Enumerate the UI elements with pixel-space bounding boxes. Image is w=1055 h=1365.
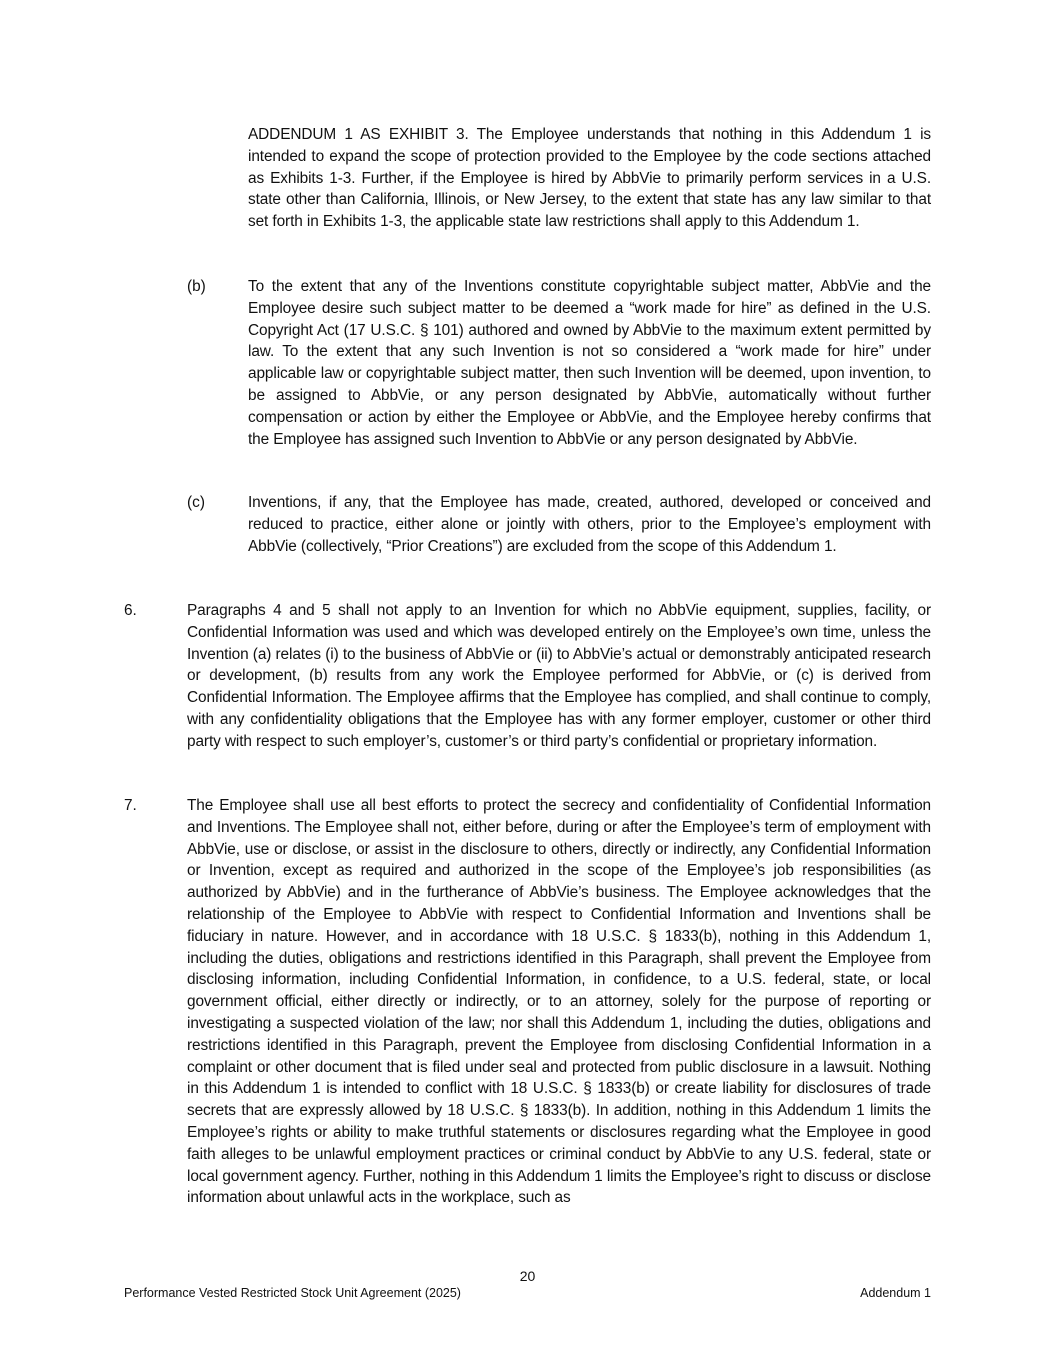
paragraph-7-marker: 7. [124, 797, 137, 814]
continuation-paragraph: ADDENDUM 1 AS EXHIBIT 3. The Employee understands that nothing in this Addendum 1 is intended to expand the scope of protection provided to the Employee by the code sections attached as Exhibits 1-3. Further, if the Employee is hired by AbbVie to primarily perform services in a U.S. state other than California, Illinois, or New Jersey, to the extent that state has any law similar to that set forth in Exhibits 1-3, the applicable state law restrictions shall apply to this Addendum 1. [248, 126, 931, 231]
subparagraph-b-text: To the extent that any of the Inventions constitute copyrightable subject matter, AbbVie and the Employee desire such subject matter to be deemed a “work made for hire” as defined in the U.S. Copyright Act (17 U.S.C. § 101) authored and owned by AbbVie to the maximum extent permitted by law. To the extent that any such Invention is not so considered a “work made for hire” under applicable law or copyrightable subject matter, then such Invention will be deemed, upon invention, to be assigned to AbbVie, or any person designated by AbbVie, automatically without further compensation or action by either the Employee or AbbVie, and the Employee hereby confirms that the Employee has assigned such Invention to AbbVie or any person designated by AbbVie. [248, 278, 931, 448]
subparagraph-c-marker: (c) [187, 494, 205, 511]
paragraph-6-marker: 6. [124, 602, 137, 619]
paragraph-6-text: Paragraphs 4 and 5 shall not apply to an Invention for which no AbbVie equipment, supplies, facility, or Confidential Information was used and which was developed entirely on the Employee’s own time, unless the Invention (a) relates (i) to the business of AbbVie or (ii) to AbbVie’s actual or demonstrably anticipated research or development, (b) results from any work the Employee performed for AbbVie, or (c) is derived from Confidential Information. The Employee affirms that the Employee has complied, and shall continue to comply, with any confidentiality obligations that the Employee has with any former employer, customer or other third party with respect to such employer’s, customer’s or third party’s confidential or proprietary information. [187, 602, 931, 750]
footer-section-label: Addendum 1 [860, 1286, 931, 1300]
subparagraph-c-text: Inventions, if any, that the Employee has made, created, authored, developed or conceived and reduced to practice, either alone or jointly with others, prior to the Employee’s employment with AbbVie (collectively, “Prior Creations”) are excluded from the scope of this Addendum 1. [248, 494, 931, 555]
footer-document-title: Performance Vested Restricted Stock Unit Agreement (2025) [124, 1286, 461, 1300]
page-number: 20 [519, 1268, 536, 1284]
paragraph-7-text: The Employee shall use all best efforts to protect the secrecy and confidentiality of Confidential Information and Inventions. The Employee shall not, either before, during or after the Employee’s term of employment with AbbVie, use or disclose, or assist in the disclosure to others, directly or indirectly, any Confidential Information or Invention, except as required and authorized in the scope of the Employee’s job responsibilities (as authorized by AbbVie) and in the furtherance of AbbVie’s business. The Employee acknowledges that the relationship of the Employee to AbbVie with respect to Confidential Information and Inventions shall be fiduciary in nature. However, and in accordance with 18 U.S.C. § 1833(b), nothing in this Addendum 1, including the duties, obligations and restrictions identified in this Paragraph, shall prevent the Employee from disclosing information, including Confidential Information, in confidence, to a U.S. federal, state, or local government official, either directly or indirectly, or to an attorney, solely for the purpose of reporting or investigating a suspected violation of the law; nor shall this Addendum 1, including the duties, obligations and restrictions identified in this Paragraph, prevent the Employee from disclosing Confidential Information in a complaint or other document that is filed under seal and protected from public disclosure in a lawsuit. Nothing in this Addendum 1 is intended to conflict with 18 U.S.C. § 1833(b) or create liability for disclosures of trade secrets that are expressly allowed by 18 U.S.C. § 1833(b). In addition, nothing in this Addendum 1 limits the Employee’s rights or ability to make truthful statements or disclosures regarding what the Employee in good faith alleges to be unlawful employment practices or criminal conduct by AbbVie to any U.S. federal, state or local government agency. Further, nothing in this Addendum 1 limits the Employee’s right to discuss or disclose information about unlawful acts in the workplace, such as [187, 797, 931, 1207]
subparagraph-b-marker: (b) [187, 278, 206, 295]
